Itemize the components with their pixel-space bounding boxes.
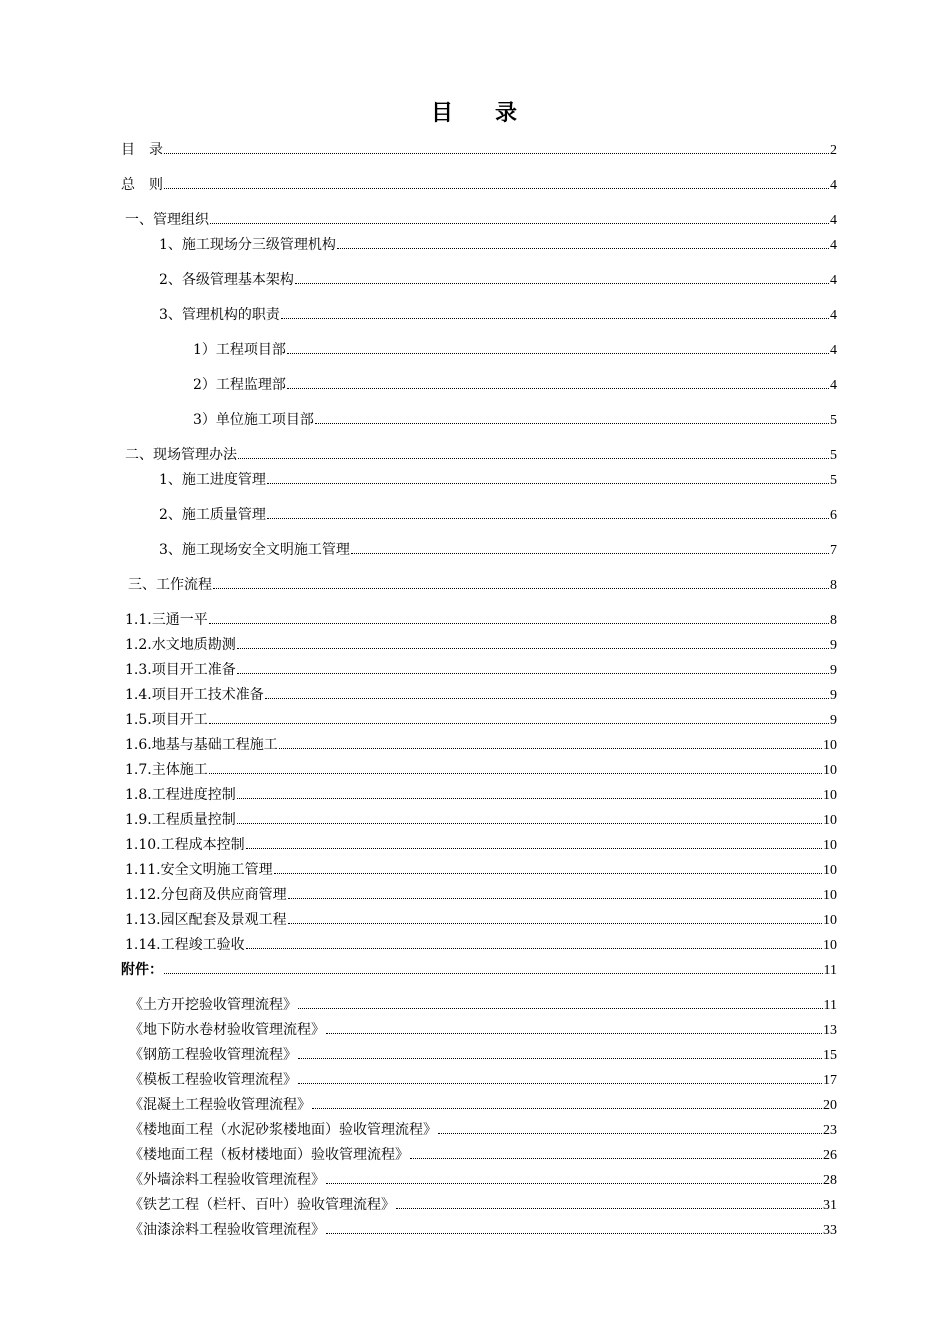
toc-entry[interactable]	[125, 611, 837, 629]
toc-entry-page: 9	[830, 638, 837, 653]
toc-entry-page: 4	[830, 343, 837, 358]
toc-entry-page: 10	[823, 888, 837, 903]
toc-entry-page: 8	[830, 578, 837, 593]
toc-entry-page: 10	[823, 788, 837, 803]
toc-entry-label: 1）工程项目部	[193, 342, 286, 358]
toc-entry-page: 23	[823, 1123, 837, 1138]
toc-entry-page: 26	[823, 1148, 837, 1163]
toc-entry[interactable]	[129, 1146, 837, 1164]
toc-entry-page: 15	[823, 1048, 837, 1063]
toc-entry-page: 9	[830, 688, 837, 703]
toc-entry-page: 10	[823, 863, 837, 878]
dot-leader	[326, 1021, 822, 1034]
toc-entry-label: 一、管理组织	[125, 212, 209, 228]
title-char-2: 录	[495, 100, 520, 126]
toc-entry-label: 1.2.水文地质勘测	[125, 637, 236, 653]
title-char-1: 目	[430, 100, 455, 126]
dot-leader	[164, 961, 823, 974]
toc-entry-page: 10	[823, 763, 837, 778]
toc-entry[interactable]	[125, 836, 837, 854]
toc-entry-page: 4	[830, 273, 837, 288]
toc-entry[interactable]	[159, 541, 837, 559]
toc-entry[interactable]	[129, 1121, 837, 1139]
toc-entry-page: 33	[823, 1223, 837, 1238]
toc-entry[interactable]	[125, 711, 837, 729]
toc-entry-label: 1.5.项目开工	[125, 712, 208, 728]
dot-leader	[274, 861, 822, 874]
toc-entry-label: 1.7.主体施工	[125, 762, 208, 778]
toc-entry-label: 3）单位施工项目部	[193, 412, 314, 428]
dot-leader	[209, 711, 829, 724]
toc-entry-label: 1.9.工程质量控制	[125, 812, 236, 828]
dot-leader	[298, 996, 823, 1009]
dot-leader	[210, 211, 829, 224]
dot-leader	[265, 686, 829, 699]
toc-entry-label: 1.10.工程成本控制	[125, 837, 245, 853]
toc-entry[interactable]	[125, 211, 837, 229]
dot-leader	[237, 661, 829, 674]
dot-leader	[164, 141, 829, 154]
toc-entry-label: 《楼地面工程（水泥砂浆楼地面）验收管理流程》	[129, 1122, 437, 1138]
toc-entry[interactable]	[125, 686, 837, 704]
toc-entry-page: 10	[823, 838, 837, 853]
toc-entry[interactable]	[125, 661, 837, 679]
toc-entry[interactable]	[125, 446, 837, 464]
toc-entry-page: 5	[830, 413, 837, 428]
dot-leader	[438, 1121, 822, 1134]
toc-entry-page: 4	[830, 178, 837, 193]
toc-entry[interactable]	[121, 961, 837, 979]
toc-entry[interactable]	[129, 1221, 837, 1239]
toc-entry[interactable]	[128, 576, 837, 594]
toc-entry[interactable]	[125, 761, 837, 779]
toc-entry-page: 10	[823, 813, 837, 828]
toc-entry[interactable]	[159, 506, 837, 524]
toc-entry-label: 2、施工质量管理	[159, 507, 266, 523]
toc-entry-label: 《钢筋工程验收管理流程》	[129, 1047, 297, 1063]
toc-entry-label: 1.1.三通一平	[125, 612, 208, 628]
toc-entry[interactable]	[129, 1171, 837, 1189]
dot-leader	[209, 761, 822, 774]
toc-entry-page: 13	[823, 1023, 837, 1038]
toc-entry-label: 2）工程监理部	[193, 377, 286, 393]
toc-entry-label: 三、工作流程	[128, 577, 212, 593]
dot-leader	[281, 306, 829, 319]
toc-entry-page: 4	[830, 238, 837, 253]
toc-entry[interactable]	[193, 341, 837, 359]
dot-leader	[287, 376, 829, 389]
dot-leader	[246, 836, 822, 849]
toc-entry-page: 31	[823, 1198, 837, 1213]
toc-entry[interactable]	[193, 376, 837, 394]
dot-leader	[326, 1221, 822, 1234]
toc-entry[interactable]	[125, 811, 837, 829]
dot-leader	[312, 1096, 822, 1109]
toc-entry-label: 3、施工现场安全文明施工管理	[159, 542, 350, 558]
dot-leader	[238, 446, 829, 459]
dot-leader	[267, 471, 829, 484]
toc-entry[interactable]	[159, 471, 837, 489]
toc-entry[interactable]	[121, 176, 837, 194]
dot-leader	[246, 936, 822, 949]
toc-entry-label: 1.11.安全文明施工管理	[125, 862, 273, 878]
toc-entry-label: 总 则	[121, 177, 163, 193]
toc-entry-label: 3、管理机构的职责	[159, 307, 280, 323]
toc-entry-label: 《楼地面工程（板材楼地面）验收管理流程》	[129, 1147, 409, 1163]
dot-leader	[287, 341, 829, 354]
toc-entry[interactable]	[159, 236, 837, 254]
toc-entry-page: 4	[830, 308, 837, 323]
dot-leader	[164, 176, 829, 189]
toc-entry-label: 《混凝土工程验收管理流程》	[129, 1097, 311, 1113]
toc-entry-page: 28	[823, 1173, 837, 1188]
toc-entry-label: 《铁艺工程（栏杆、百叶）验收管理流程》	[129, 1197, 395, 1213]
toc-entry[interactable]	[129, 1046, 837, 1064]
dot-leader	[298, 1071, 822, 1084]
toc-entry-page: 11	[823, 963, 837, 978]
toc-entry[interactable]	[129, 1096, 837, 1114]
toc-entry-page: 10	[823, 738, 837, 753]
toc-entry[interactable]	[125, 886, 837, 904]
toc-entry-label: 1.3.项目开工准备	[125, 662, 236, 678]
toc-entry-label: 1.13.园区配套及景观工程	[125, 912, 287, 928]
toc-entry[interactable]	[129, 996, 837, 1014]
toc-entry-page: 8	[830, 613, 837, 628]
toc-entry[interactable]	[125, 736, 837, 754]
toc-entry-page: 5	[830, 473, 837, 488]
toc-entry-page: 10	[823, 938, 837, 953]
dot-leader	[295, 271, 829, 284]
dot-leader	[267, 506, 829, 519]
toc-entry[interactable]	[159, 271, 837, 289]
dot-leader	[298, 1046, 822, 1059]
toc-entry-label: 1、施工进度管理	[159, 472, 266, 488]
toc-entry-page: 6	[830, 508, 837, 523]
toc-entry-page: 20	[823, 1098, 837, 1113]
dot-leader	[237, 636, 829, 649]
dot-leader	[326, 1171, 822, 1184]
toc-entry[interactable]	[193, 411, 837, 429]
dot-leader	[410, 1146, 822, 1159]
toc-entry-page: 2	[830, 143, 837, 158]
toc-entry-label: 1.4.项目开工技术准备	[125, 687, 264, 703]
toc-entry[interactable]	[129, 1196, 837, 1214]
toc-entry[interactable]	[125, 911, 837, 929]
toc-entry[interactable]	[125, 636, 837, 654]
toc-entry-label: 1.12.分包商及供应商管理	[125, 887, 287, 903]
toc-entry-label: 《模板工程验收管理流程》	[129, 1072, 297, 1088]
toc-entry-label: 《油漆涂料工程验收管理流程》	[129, 1222, 325, 1238]
dot-leader	[288, 886, 822, 899]
toc-entry-label: 1.8.工程进度控制	[125, 787, 236, 803]
toc-entry-page: 11	[823, 998, 837, 1013]
toc-entry[interactable]	[125, 786, 837, 804]
dot-leader	[288, 911, 822, 924]
toc-entry-label: 《土方开挖验收管理流程》	[129, 997, 297, 1013]
toc-entry-label: 2、各级管理基本架构	[159, 272, 294, 288]
dot-leader	[351, 541, 829, 554]
toc-entry-label: 《地下防水卷材验收管理流程》	[129, 1022, 325, 1038]
page-title	[0, 96, 950, 127]
toc-entry-label: 1、施工现场分三级管理机构	[159, 237, 336, 253]
toc-entry-page: 7	[830, 543, 837, 558]
toc-entry-page: 5	[830, 448, 837, 463]
toc-entry-label: 目 录	[121, 142, 163, 158]
toc-entry-page: 9	[830, 713, 837, 728]
dot-leader	[279, 736, 822, 749]
toc-entry[interactable]	[129, 1071, 837, 1089]
toc-entry-label: 附件：	[121, 962, 163, 978]
dot-leader	[213, 576, 829, 589]
dot-leader	[209, 611, 829, 624]
toc-entry[interactable]	[129, 1021, 837, 1039]
toc-entry[interactable]	[125, 861, 837, 879]
dot-leader	[396, 1196, 822, 1209]
dot-leader	[237, 786, 822, 799]
dot-leader	[315, 411, 829, 424]
toc-entry-label: 1.14.工程竣工验收	[125, 937, 245, 953]
dot-leader	[237, 811, 822, 824]
toc-entry-page: 9	[830, 663, 837, 678]
toc-entry-page: 10	[823, 913, 837, 928]
toc-entry-label: 二、现场管理办法	[125, 447, 237, 463]
dot-leader	[337, 236, 829, 249]
toc-entry-label: 《外墙涂料工程验收管理流程》	[129, 1172, 325, 1188]
toc-entry-page: 17	[823, 1073, 837, 1088]
toc-entry-page: 4	[830, 378, 837, 393]
toc-entry[interactable]	[125, 936, 837, 954]
toc-entry[interactable]	[121, 141, 837, 159]
toc-entry-page: 4	[830, 213, 837, 228]
toc-entry[interactable]	[159, 306, 837, 324]
toc-entry-label: 1.6.地基与基础工程施工	[125, 737, 278, 753]
